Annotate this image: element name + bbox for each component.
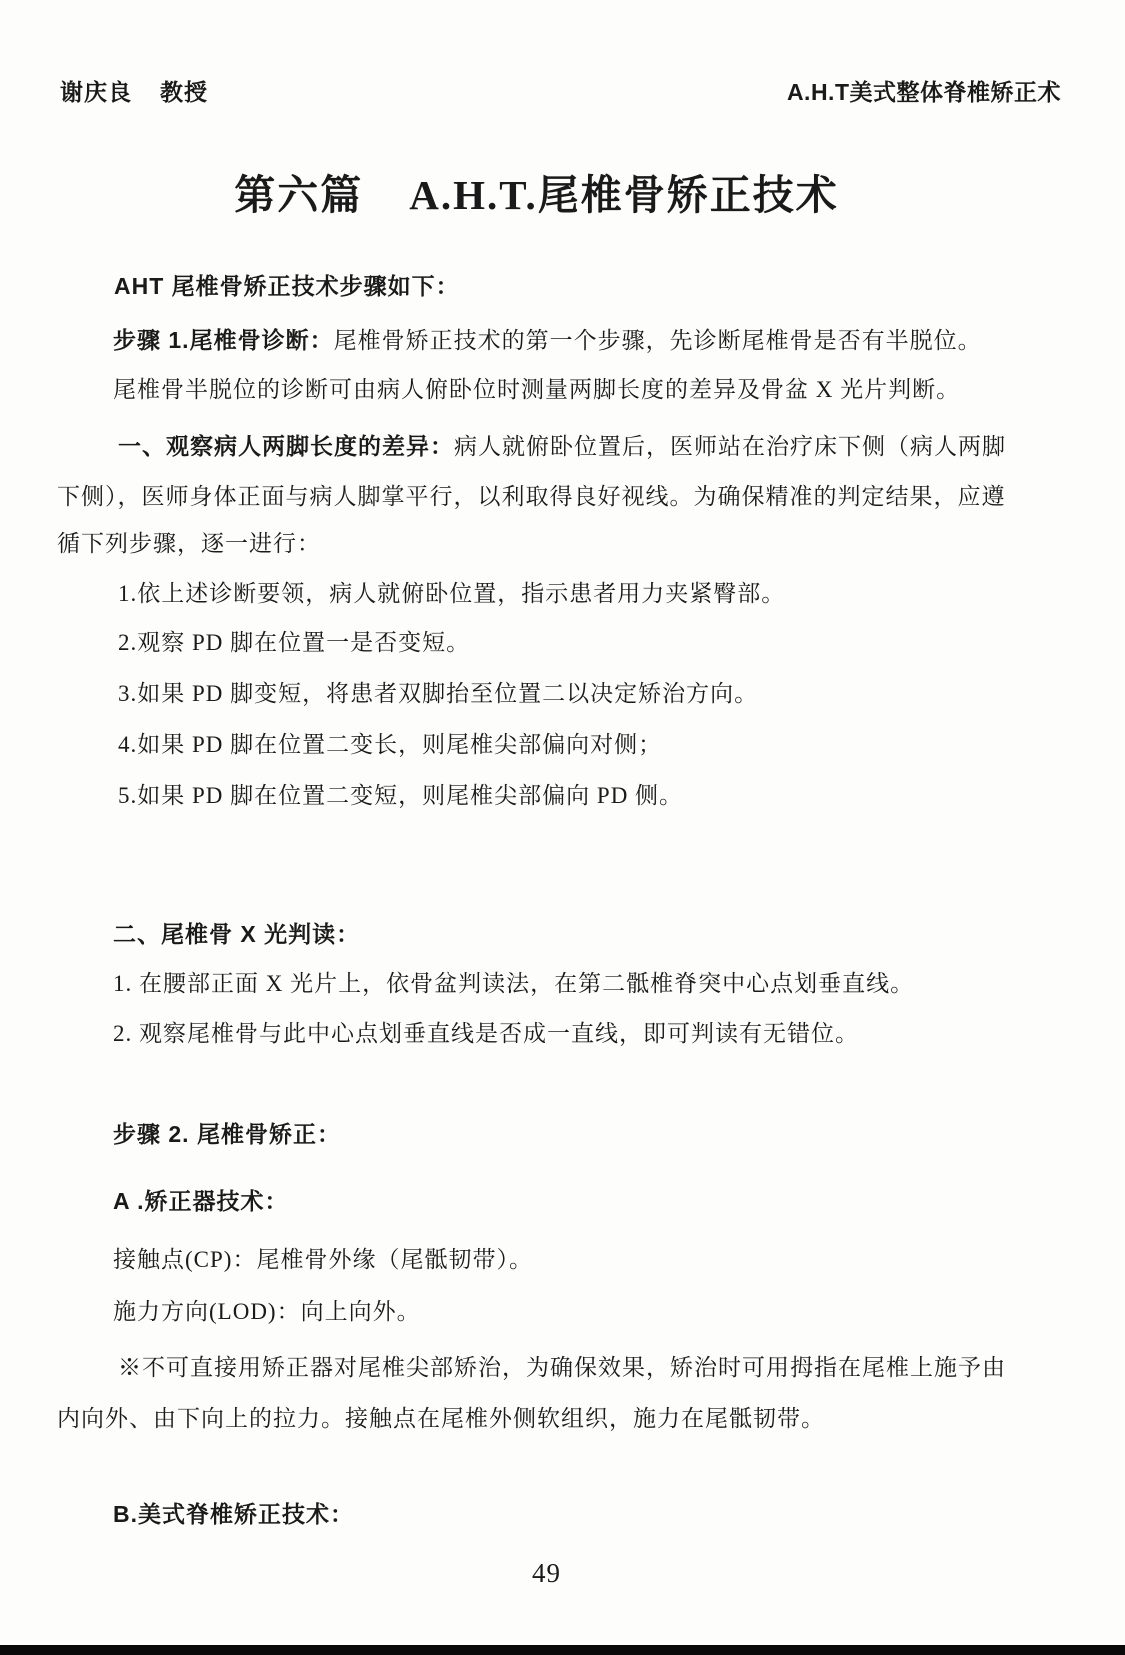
step1-rest: 尾椎骨矫正技术的第一个步骤，先诊断尾椎骨是否有半脱位。 [333,328,982,353]
section1-rest: 病人就俯卧位置后，医师站在治疗床下侧（病人两脚 [454,434,1006,459]
section1-item-3: 3.如果 PD 脚变短，将患者双脚抬至位置二以决定矫治方向。 [118,681,759,706]
chapter-number: 第六篇 [234,172,364,218]
section1-item-1: 1.依上述诊断要领，病人就俯卧位置，指示患者用力夹紧臀部。 [118,581,786,606]
section2-heading: 二、尾椎骨 X 光判读： [113,921,361,947]
section1-item-2: 2.观察 PD 脚在位置一是否变短。 [118,630,471,655]
step1-lead: 步骤 1.尾椎骨诊断： [113,327,334,353]
chapter-title [0,162,1099,221]
chapter-subject: A.H.T.尾椎骨矫正技术 [409,172,839,218]
section1-item-5: 5.如果 PD 脚在位置二变短，则尾椎尖部偏向 PD 侧。 [118,783,684,808]
section1-line1 [118,432,1006,461]
page-number: 49 [532,1558,561,1588]
step2-sub-b-heading: B.美式脊椎矫正技术： [113,1501,354,1527]
section1-lead: 一、观察病人两脚长度的差异： [118,433,454,459]
step2-note-line1: ※不可直接用矫正器对尾椎尖部矫治，为确保效果，矫治时可用拇指在尾椎上施予由 [118,1355,1006,1380]
step2-sub-a-heading: A .矫正器技术： [113,1188,289,1214]
step2-cp-line: 接触点(CP)：尾椎骨外缘（尾骶韧带）。 [113,1247,533,1272]
step2-heading: 步骤 2. 尾椎骨矫正： [113,1121,341,1147]
section1-line2: 下侧），医师身体正面与病人脚掌平行，以利取得良好视线。为确保精准的判定结果，应遵 [57,484,1006,509]
section2-item-2: 2. 观察尾椎骨与此中心点划垂直线是否成一直线，即可判读有无错位。 [113,1021,859,1046]
step2-lod-line: 施力方向(LOD)：向上向外。 [113,1299,421,1324]
section2-item-1: 1. 在腰部正面 X 光片上，依骨盆判读法，在第二骶椎脊突中心点划垂直线。 [113,971,915,996]
author-title: 教授 [160,79,208,105]
step1-line1 [113,326,982,355]
intro-heading: AHT 尾椎骨矫正技术步骤如下： [114,273,460,299]
step2-note-line2: 内向外、由下向上的拉力。接触点在尾椎外侧软组织，施力在尾骶韧带。 [57,1406,825,1431]
scan-edge-band [0,1645,1125,1655]
author-name: 谢庆良 [60,79,132,105]
section1-item-4: 4.如果 PD 脚在位置二变长，则尾椎尖部偏向对侧； [118,732,663,757]
header-author [60,74,208,107]
step1-line2: 尾椎骨半脱位的诊断可由病人俯卧位时测量两脚长度的差异及骨盆 X 光片判断。 [113,377,961,402]
section1-line3: 循下列步骤，逐一进行： [57,531,321,556]
header-book-title: A.H.T美式整体脊椎矫正术 [786,79,1061,105]
